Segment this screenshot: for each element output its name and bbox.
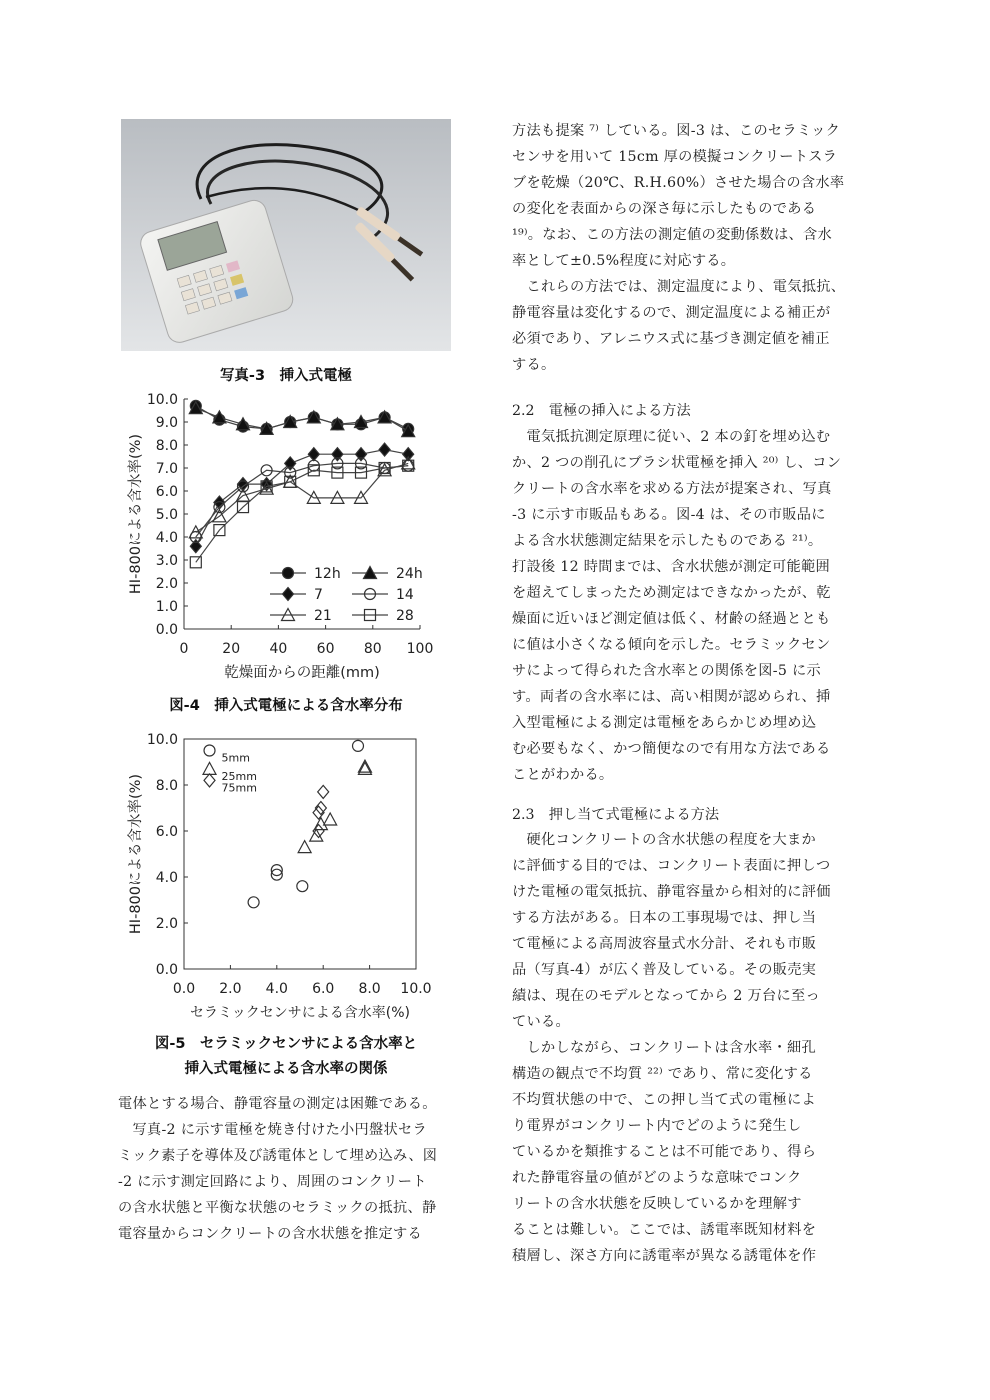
y-tick-label: 6.0 (155, 824, 178, 840)
data-point (204, 774, 215, 787)
fig5-chart (120, 725, 450, 1025)
fig4-chart (120, 385, 450, 685)
x-tick-label: 20 (222, 641, 241, 657)
y-tick-label: 8.0 (155, 438, 178, 454)
y-axis-label: HI-800による含水率(%) (128, 773, 144, 935)
text-line: に値は小さくなる傾向を示した。セラミックセン (512, 637, 831, 653)
x-axis-label: 乾燥面からの距離(mm) (224, 665, 380, 681)
legend (270, 566, 423, 624)
text-line: 入型電極による測定は電極をあらかじめ埋め込 (512, 715, 817, 731)
x-tick-label: 10.0 (400, 981, 432, 997)
series-line (196, 450, 408, 547)
text-line: に評価する目的では、コンクリート表面に押しつ (512, 858, 831, 874)
x-tick-label: 80 (363, 641, 382, 657)
legend-label: 24h (396, 566, 423, 582)
fig5-caption-line2: 挿入式電極による含水率の関係 (184, 1061, 388, 1077)
x-tick-label: 0.0 (172, 981, 196, 997)
text-line: 燥面に近いほど測定値は低く、材齢の経過ととも (512, 611, 831, 627)
text-line: か、2 つの削孔にブラシ状電極を挿入 ²⁰⁾ し、コン (512, 455, 842, 471)
text-line: する方法がある。日本の工事現場では、押し当 (512, 910, 817, 926)
text-line: の含水状態と平衡な状態のセラミックの抵抗、静 (118, 1200, 437, 1216)
text-line: けた電極の電気抵抗、静電容量から相対的に評価 (512, 884, 831, 900)
y-tick-label: 0.0 (155, 622, 178, 638)
text-line: 硬化コンクリートの含水状態の程度を大まか (512, 832, 816, 848)
x-tick-label: 100 (406, 641, 434, 657)
series-5mm (204, 740, 363, 907)
y-tick-label: 9.0 (155, 415, 178, 431)
y-tick-label: 10.0 (146, 732, 178, 748)
text-line: -3 に示す市販品もある。図-4 は、その市販品に (512, 507, 826, 523)
data-point (403, 448, 414, 461)
y-tick-label: 1.0 (155, 599, 178, 615)
text-line: 不均質状態の中で、この押し当て式の電極によ (512, 1092, 816, 1108)
text-line: ることは難しい。ここでは、誘電率既知材料を (512, 1222, 817, 1238)
y-tick-label: 4.0 (155, 870, 178, 886)
section-2-3-heading: 2.3 押し当て式電極による方法 (512, 807, 720, 823)
y-tick-label: 5.0 (155, 507, 178, 523)
x-tick-label: 60 (316, 641, 335, 657)
text-line: ことがわかる。 (512, 767, 614, 783)
series-14 (190, 458, 413, 543)
series-24h (189, 402, 414, 437)
text-line: の変化を表面からの深さ毎に示したものである (512, 201, 817, 217)
y-tick-label: 3.0 (155, 553, 178, 569)
x-axis-label: セラミックセンサによる含水率(%) (190, 1005, 410, 1021)
text-line: 静電容量は変化するので、測定温度による補正が (512, 305, 831, 321)
text-line: 構造の観点で不均質 ²²⁾ であり、常に変化する (512, 1066, 813, 1082)
legend-label: 12h (314, 566, 341, 582)
data-point (297, 881, 308, 892)
text-line: ミック素子を導体及び誘電体として埋め込み、図 (118, 1148, 438, 1164)
left-paragraph (118, 1091, 483, 1247)
fig5-caption-line1: 図-5 セラミックセンサによる含水率と (154, 1036, 418, 1052)
data-point (203, 762, 216, 774)
legend-marker (283, 568, 294, 579)
text-line: ているかを類推することは不可能であり、得ら (512, 1144, 817, 1160)
text-line: 必須であり、アレニウス式に基づき測定値を補正 (512, 331, 830, 347)
series-12h (190, 400, 413, 434)
data-point (298, 841, 311, 853)
text-line: り電界がコンクリート内でどのように発生し (512, 1118, 802, 1134)
text-line: する。 (512, 357, 556, 373)
y-tick-label: 0.0 (155, 962, 178, 978)
section-2-3-body (512, 827, 877, 1269)
legend-label: 5mm (221, 751, 250, 765)
text-line: て電極による高周波容量式水分計、それも市販 (512, 936, 817, 952)
right-paragraph-1 (512, 118, 877, 378)
text-line: ブを乾燥（20℃、R.H.60%）させた場合の含水率 (512, 175, 845, 191)
y-tick-label: 7.0 (155, 461, 178, 477)
text-line: しかしながら、コンクリートは含水率・細孔 (512, 1040, 816, 1056)
y-tick-label: 10.0 (146, 392, 178, 408)
legend-label: 21 (314, 608, 332, 624)
legend-label: 28 (396, 608, 414, 624)
legend (222, 752, 257, 795)
text-line: 電気抵抗測定原理に従い、2 本の釘を埋め込む (512, 429, 831, 445)
series-7 (190, 443, 413, 553)
y-tick-label: 2.0 (155, 576, 178, 592)
text-line: 績は、現在のモデルとなってから 2 万台に至っ (512, 988, 820, 1004)
section-2-2-body (512, 424, 877, 788)
series-line (196, 463, 408, 537)
text-line: れた静電容量の値がどのような意味でコンク (512, 1170, 802, 1186)
section-2-2-heading: 2.2 電極の挿入による方法 (512, 403, 691, 419)
text-line: 積層し、深さ方向に誘電率が異なる誘電体を作 (512, 1248, 817, 1264)
data-point (318, 785, 329, 798)
legend-label: 14 (396, 587, 414, 603)
fig4-caption: 図-4 挿入式電極による含水率分布 (169, 698, 403, 714)
plot-frame (184, 739, 416, 969)
legend-label: 7 (314, 587, 323, 603)
y-tick-label: 8.0 (155, 778, 178, 794)
data-point (308, 448, 319, 461)
text-line: 電容量からコンクリートの含水状態を推定する (118, 1226, 422, 1242)
series-line (196, 406, 408, 429)
text-line: ている。 (512, 1014, 570, 1030)
text-line: クリートの含水率を求める方法が提案され、写真 (512, 481, 832, 497)
legend-label: 75mm (221, 781, 257, 795)
text-line: ¹⁹⁾。なお、この方法の測定値の変動係数は、含水 (512, 227, 832, 243)
y-axis-label: HI-800による含水率(%) (128, 433, 144, 595)
text-line: リートの含水状態を反映しているかを理解す (512, 1196, 802, 1212)
photo-caption: 写真-3 挿入式電極 (219, 368, 353, 384)
x-tick-label: 4.0 (265, 981, 288, 997)
text-line: 率として±0.5%程度に対応する。 (512, 253, 736, 269)
text-line: 打設後 12 時間までは、含水状態が測定可能範囲 (512, 559, 831, 575)
legend-marker (283, 588, 294, 601)
x-tick-label: 8.0 (358, 981, 381, 997)
data-point (379, 443, 390, 456)
text-line: 電体とする場合、静電容量の測定は困難である。 (118, 1096, 437, 1112)
text-line: 写真-2 に示す電極を焼き付けた小円盤状セラ (118, 1122, 427, 1138)
y-tick-label: 4.0 (155, 530, 178, 546)
text-line: 方法も提案 ⁷⁾ している。図-3 は、このセラミック (512, 123, 841, 139)
data-point (204, 745, 215, 756)
x-tick-label: 0 (179, 641, 189, 657)
text-line: センサを用いて 15cm 厚の模擬コンクリートスラ (512, 149, 838, 165)
text-line: -2 に示す測定回路により、周囲のコンクリート (118, 1174, 427, 1190)
x-tick-label: 2.0 (219, 981, 242, 997)
data-point (353, 740, 364, 751)
legend-label: 25mm (221, 769, 257, 783)
data-point (324, 813, 337, 825)
meter-photo (121, 119, 451, 351)
x-tick-label: 6.0 (312, 981, 335, 997)
y-tick-label: 2.0 (155, 916, 178, 932)
text-line: サによって得られた含水率との関係を図-5 に示 (512, 663, 821, 679)
text-line: を超えてしまったため測定はできなかったが、乾 (512, 585, 831, 601)
data-point (248, 897, 259, 908)
text-line: 品（写真-4）が広く普及している。その販売実 (512, 962, 817, 978)
text-line: す。両者の含水率には、高い相関が認められ、挿 (512, 689, 831, 705)
x-tick-label: 40 (269, 641, 288, 657)
text-line: これらの方法では、測定温度により、電気抵抗、 (512, 279, 846, 295)
y-tick-label: 6.0 (155, 484, 178, 500)
text-line: む必要もなく、かつ簡便なので有用な方法である (512, 741, 831, 757)
text-line: よる含水状態測定結果を示したものである ²¹⁾。 (512, 533, 823, 549)
